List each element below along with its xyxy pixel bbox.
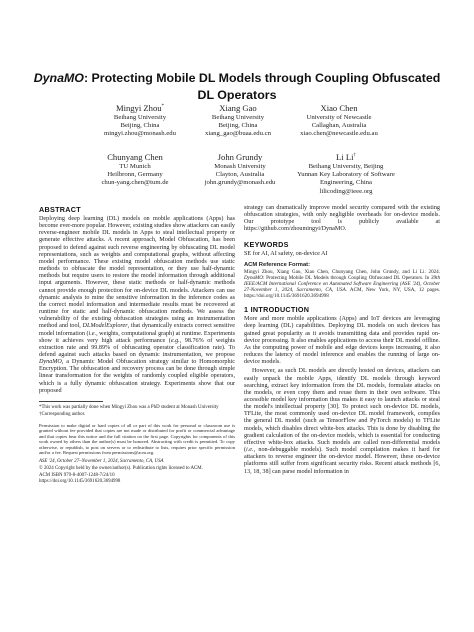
acm-ref-part: DynaMO [244,274,263,281]
abstract-continuation: strategy can dramatically improve model security compared with the existing obfuscation strategies, with only negligible overheads for on-device models. Our prototype tool is publicly available at https://github.com/zhoumingyi/DynaMO. [244,205,440,233]
author-name: Xiao Chen [320,103,358,113]
abstract-paragraph [39,216,235,395]
author-email: chun-yang.chen@tum.de [101,179,169,187]
system-name: DynaMO [39,359,62,366]
author-block-1 [90,103,190,139]
title-system-name: DynaMO [33,71,84,85]
author-affiliation: Beijing, China [218,122,258,130]
author-affiliation: TU Munich [119,163,151,170]
author-affiliation: Callaghan, Australia [311,122,367,130]
title-rest: : Protecting Mobile DL Models through Coupling Obfuscated DL Operators [83,71,441,102]
author-mark: † [353,153,356,159]
intro-text: However, as such DL models are directly hosted on devices, attackers can easily unpack the mobile Apps, identify DL models through keyword searching, extract key information from the DL models, formulate attacks on the models, or even copy them and reuse them in their own software. This accessible model key information thus makes it easy to launch attacks or steal the model's intellectual property [30]. To protect such on-device DL models, TFLite, the most commonly used on-device DL model framework, compiles the general DL model (such as TensorFlow and PyTorch models) to TFLite models, which disables direct white-box attacks. This is done by disabling the gradient calculation of the on-device models, which is essential for conducting effective white-box attacks. Such models are called non-differential models ( [244,368,440,454]
paper-title [28,70,446,104]
author-affiliation: Beihang University [113,114,167,121]
doi-line: https://doi.org/10.1145/3691620.3694998 [39,479,121,485]
footnote-2: †Corresponding author. [39,411,86,417]
intro-paragraph-1: More and more mobile applications (Apps) and IoT devices are leveraging deep learning (DL) capabilities. Deploying DL models on such devices has gained great popularity as it avoids transmitting data and provides rapid on-device processing. It also enables applications to access their DL model offline. As the computing power of mobile and edge devices keeps increasing, it also reduces the latency of model inference and enables the running of large on-device models. [244,316,440,366]
keywords-heading: KEYWORDS [244,239,289,249]
author-block-2 [188,103,288,139]
abstract-heading: ABSTRACT [39,205,81,214]
intro-text: , non-debuggable models). Such model compilation makes it hard for attackers to reverse engineer the on-device model. However, these on-device platforms still suffer from significant security risks. Recent attack methods [6, 13, 18, 38] can parse model information in [244,447,440,475]
abstract-text: , weights, computational graph) at runtime. Experiments show it achieves very high attack performance ( [39,330,235,344]
author-affiliation: Beihang University [211,114,265,121]
abstract-text: , 98.76% of weights extraction rate and 99.89% of obfuscating operator classification rate). To defend against such attacks based on dynamic instrumentation, we propose [39,337,235,358]
introduction-heading: 1 INTRODUCTION [244,305,310,315]
author-affiliation: University of Newcastle [306,114,372,121]
author-affiliation: Beijing, China [120,122,160,130]
left-column [39,205,235,486]
abstract-text: e.g. [170,337,180,344]
author-email: john.grundy@monash.edu [204,179,276,187]
author-mark: * [161,104,165,110]
keywords-text: SE for AI, AI safety, on-device AI [244,250,328,257]
author-email: mingyi.zhou@monash.edu [104,130,176,138]
acm-reference-heading: ACM Reference Format: [244,261,311,268]
author-email: xiang_gao@buaa.edu.cn [205,130,271,138]
author-name: Mingyi Zhou [115,103,162,113]
footnote-rule [39,401,103,402]
venue-line: ASE '24, October 27–November 1, 2024, Sacramento, CA, USA [39,458,164,464]
author-block-4 [80,152,190,188]
author-affiliation: Heilbronn, Germany [107,171,163,179]
abstract-text: i.e. [88,330,97,337]
author-email: xiao.chen@newcastle.edu.au [300,130,378,138]
abstract-text: , that dynamically extracts correct sensitive model information ( [39,323,235,337]
intro-paragraph-2 [244,368,440,475]
acm-ref-part: Mingyi Zhou, Xiang Gao, Xiao Chen, Chunyang Chen, John Grundy, and Li Li. 2024. [244,268,440,275]
author-name: Li Li [336,152,354,162]
author-block-6 [286,152,406,196]
author-email: lilicoding@ieee.org [319,187,373,195]
author-affiliation: Beihang University, Beijing [308,163,384,170]
abstract-text: , a Dynamic Model Obfuscation strategy similar to Homomorphic Encryption. The obfuscation and recovery process can be done through simple linear transformation for the weights of randomly coupled eligible operators, which is a fully dynamic obfuscation strategy. Experiments show that our proposed [39,359,235,394]
intro-text: i.e. [246,447,254,454]
author-name: John Grundy [217,152,263,162]
author-block-3 [286,103,392,139]
author-name: Xiang Gao [219,103,257,113]
author-affiliation: Clayton, Australia [215,171,265,179]
author-block-5 [188,152,292,188]
author-affiliation: Yunnan Key Laboratory of Software [297,171,395,179]
acm-ref-part: : Protecting Mobile DL Models through Coupling Obfuscated DL Operators. In [262,274,431,281]
abstract-text: Deploying deep learning (DL) models on mobile applications (Apps) has become ever-more popular. However, existing studies show attackers can easily reverse-engineer mobile DL models in Apps to steal intellectual property or generate effective attacks. A recent approach, Model Obfuscation, has been proposed to defend against such reverse engineering by obfuscating DL model representations, such as weights and computational graphs, without affecting model performance. These existing model obfuscation methods use static methods to obfuscate the model representation, or they use half-dynamic methods but require users to restore the model information through additional input arguments. However, these static methods or half-dynamic methods cannot provide enough protection for on-device DL models. Attackers can use dynamic analysis to mine the sensitive information in the inference codes as the correct model information and intermediate results must be recovered at runtime for static and half-dynamic obfuscation methods. We assess the vulnerability of the existing obfuscation strategies using an instrumentation method and tool, [39,216,235,330]
acm-reference-text [244,269,440,299]
right-column [244,205,440,478]
isbn-line: ACM ISBN 979-8-4007-1248-7/24/10 [39,472,115,478]
copyright-line: © 2024 Copyright held by the owner/author(s). Publication rights licensed to ACM. [39,465,203,471]
footnote-1: *This work was partially done when Mingyi Zhou was a PhD student at Monash University [39,404,219,410]
acm-ref-venue: 39th IEEE/ACM International Conference on Automated Software Engineering (ASE '24), October 27-November 1, 2024, Sacramento, CA, USA. [244,274,440,294]
author-affiliation: Engineering, China [319,179,372,187]
author-name: Chunyang Chen [107,152,163,162]
author-affiliation: Monash University [214,163,266,170]
permission-notice: Permission to make digital or hard copies of all or part of this work for personal or classroom use is granted without fee provided that copies are not made or distributed for profit or commercial advantage and that copies bear this notice and the full citation on the first page. Copyrights for components of this work owned by others than the author(s) must be honored. Abstracting with credit is permitted. To copy otherwise, or republish, to post on servers or to redistribute to lists, requires prior specific permission and/or a fee. Request permissions from permissions@acm.org. [39,422,235,456]
acm-ref-part: ACM, New York, NY, USA, 12 pages. https://doi.org/10.1145/3691620.3694998 [244,287,441,300]
tool-name: DLModelExplorer [82,323,128,330]
